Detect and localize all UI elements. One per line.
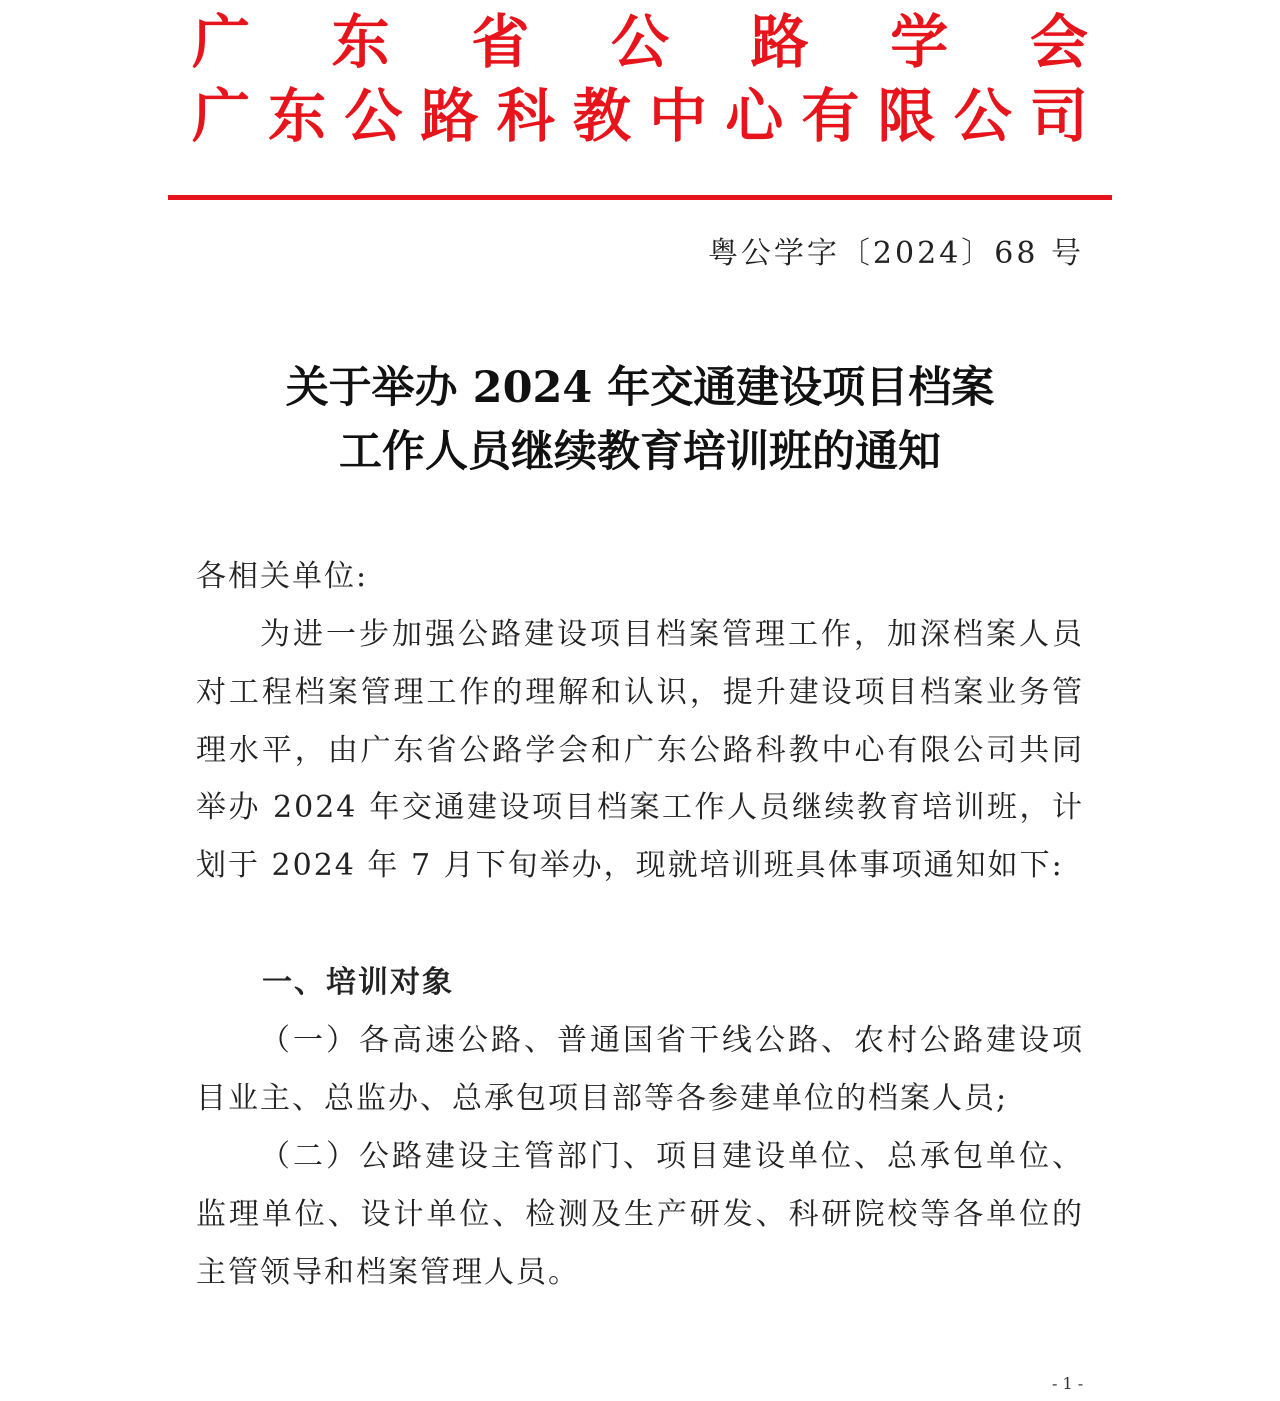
document-number: 粤公学字〔2024〕68 号 (707, 236, 1084, 271)
document-title-line-1: 关于举办 2024 年交通建设项目档案 (285, 363, 995, 413)
letterhead-char: 公 (610, 8, 669, 76)
section-heading-training-targets: 一、培训对象 (262, 965, 454, 1000)
letterhead-char: 科 (496, 82, 555, 150)
letterhead-red-divider (168, 195, 1112, 200)
letterhead-char: 司 (1029, 82, 1088, 150)
letterhead-char: 教 (572, 82, 631, 150)
letterhead-char: 广 (192, 8, 251, 76)
letterhead-char: 有 (801, 82, 860, 150)
letterhead-char: 会 (1029, 8, 1088, 76)
letterhead-char: 公 (344, 82, 403, 150)
letterhead-char: 广 (192, 82, 251, 150)
letterhead-char: 路 (750, 8, 809, 76)
letterhead-char: 学 (890, 8, 949, 76)
document-title-line-2: 工作人员继续教育培训班的通知 (339, 427, 941, 477)
intro-paragraph: 为进一步加强公路建设项目档案管理工作，加深档案人员对工程档案管理工作的理解和认识，提升建设项目档案业务管理水平，由广东省公路学会和广东公路科教中心有限公司共同举办 2024 年交通建设项目档案工作人员继续教育培训班，计划于 2024 年 7 月下旬举办，现就培训班具体事项通知如下: (196, 617, 1084, 884)
letterhead-char: 省 (471, 8, 530, 76)
letterhead-char: 路 (420, 82, 479, 150)
letterhead-org-society (192, 10, 1088, 74)
letterhead-char: 心 (725, 82, 784, 150)
letterhead-org-company (192, 84, 1088, 148)
letterhead-char: 公 (953, 82, 1012, 150)
letterhead-char: 中 (649, 82, 708, 150)
letterhead-char: 东 (268, 82, 327, 150)
letterhead-char: 限 (877, 82, 936, 150)
training-target-item-1: （一）各高速公路、普通国省干线公路、农村公路建设项目业主、总监办、总承包项目部等各参建单位的档案人员; (196, 1023, 1084, 1116)
salutation: 各相关单位: (196, 559, 369, 594)
training-target-item-2: （二）公路建设主管部门、项目建设单位、总承包单位、监理单位、设计单位、检测及生产研发、科研院校等各单位的主管领导和档案管理人员。 (196, 1139, 1084, 1290)
letterhead-char: 东 (331, 8, 390, 76)
page-number: - 1 - (1052, 1374, 1084, 1393)
